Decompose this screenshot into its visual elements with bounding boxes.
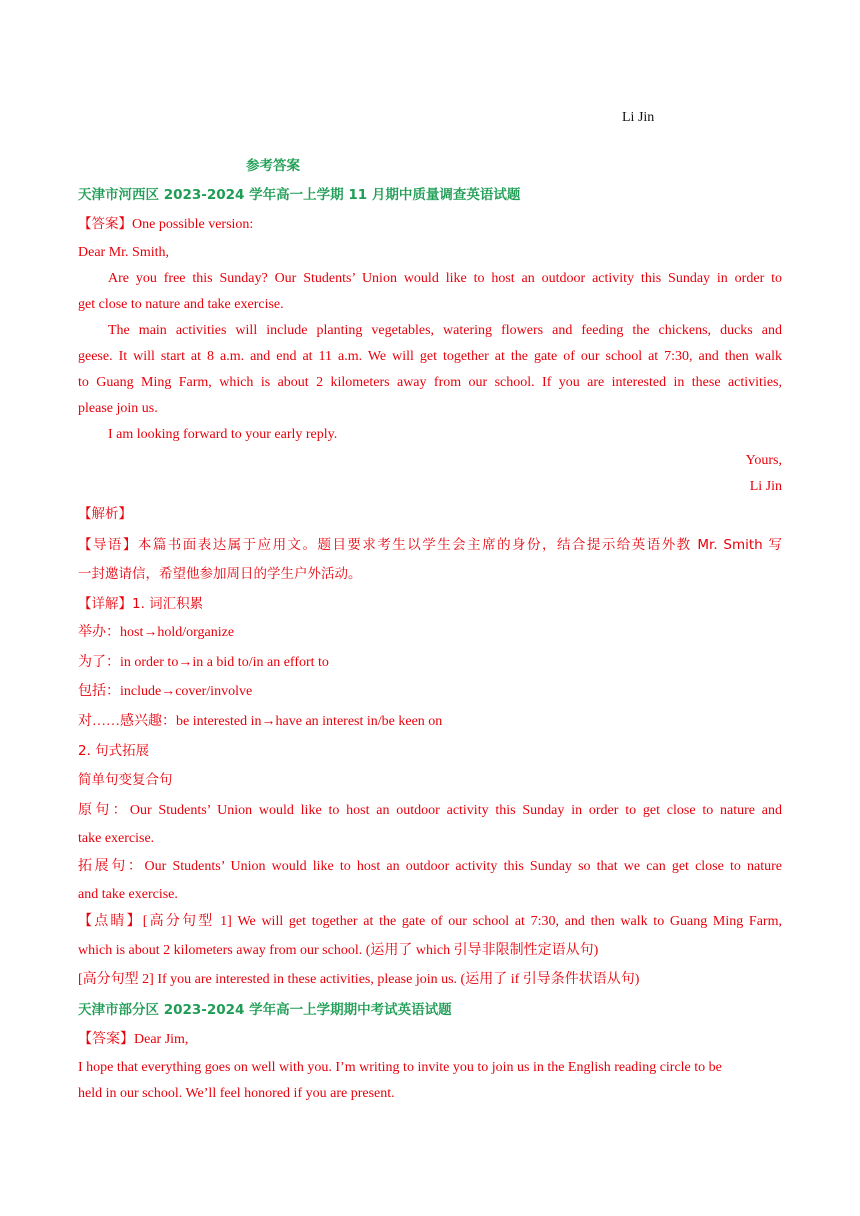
expanded-line1: 拓展句：Our Students’ Union would like to host an outdoor activity this Sunday so that we can get close to nature [78, 859, 782, 874]
letter-p2-line4: please join us. [78, 401, 158, 416]
original-line1: 原句：Our Students’ Union would like to host an outdoor activity this Sunday in order to get close to nature and [78, 803, 782, 818]
section1-heading: 天津市河西区 2023-2024 学年高一上学期 11 月期中质量调查英语试题 [78, 187, 521, 203]
letter-p2-line3: to Guang Ming Farm, which is about 2 kilometers away from our school. If you are interested in these activities, [78, 375, 782, 390]
pattern-sub: 简单句变复合句 [78, 772, 173, 788]
tip-line3: [高分句型 2] If you are interested in these activities, please join us. (运用了 if 引导条件状语从句) [78, 972, 640, 987]
top-signature: Li Jin [622, 110, 655, 125]
analysis-tag: 【解析】 [78, 506, 132, 522]
section2-heading: 天津市部分区 2023-2024 学年高一上学期期中考试英语试题 [78, 1002, 452, 1018]
answer-tag: 【答案】 [78, 216, 132, 232]
answer-intro [78, 214, 782, 235]
letter-p3-line1: I am looking forward to your early reply. [108, 427, 338, 442]
letter-p2-line2: geese. It will start at 8 a.m. and end at 11 a.m. We will get together at the gate of our school at 7:30, and then walk [78, 349, 782, 364]
vocab-item-1: 举办：host→hold/organize [78, 625, 235, 640]
detail-heading: 【详解】1. 词汇积累 [78, 596, 204, 612]
tip-line1: 【点睛】[高分句型 1] We will get together at the gate of our school at 7:30, and then walk to Guang Ming Farm, [78, 914, 782, 929]
vocab-item-3: 包括：include→cover/involve [78, 684, 253, 699]
letter-closing: Yours, [745, 453, 782, 468]
letter-p2-line1: The main activities will include planting vegetables, watering flowers and feeding the chickens, ducks and [108, 323, 782, 338]
pattern-heading: 2. 句式拓展 [78, 743, 150, 759]
section2-line1: I hope that everything goes on well with you. I’m writing to invite you to join us in the English reading circle to be [78, 1060, 722, 1075]
expanded-line2: and take exercise. [78, 887, 178, 902]
section2-line2: held in our school. We’ll feel honored if you are present. [78, 1086, 395, 1101]
vocab-item-2: 为了：in order to→in a bid to/in an effort to [78, 655, 329, 670]
answer-title: 参考答案 [246, 158, 300, 174]
answer-intro-text: One possible version: [132, 217, 254, 232]
letter-p1-line2: get close to nature and take exercise. [78, 297, 284, 312]
guide-line1: 【导语】本篇书面表达属于应用文。题目要求考生以学生会主席的身份，结合提示给英语外教 Mr. Smith 写 [78, 537, 782, 553]
original-line2: take exercise. [78, 831, 155, 846]
letter-salutation: Dear Mr. Smith, [78, 245, 169, 260]
tip-line2: which is about 2 kilometers away from our school. (运用了 which 引导非限制性定语从句) [78, 943, 599, 958]
section2-answer-line: 【答案】Dear Jim, [78, 1032, 189, 1047]
guide-line2: 一封邀请信，希望他参加周日的学生户外活动。 [78, 566, 362, 582]
vocab-item-4: 对……感兴趣：be interested in→have an interest in/be keen on [78, 714, 443, 729]
letter-p1-line1: Are you free this Sunday? Our Students’ Union would like to host an outdoor activity this Sunday in order to [108, 271, 782, 286]
letter-signature: Li Jin [749, 479, 782, 494]
